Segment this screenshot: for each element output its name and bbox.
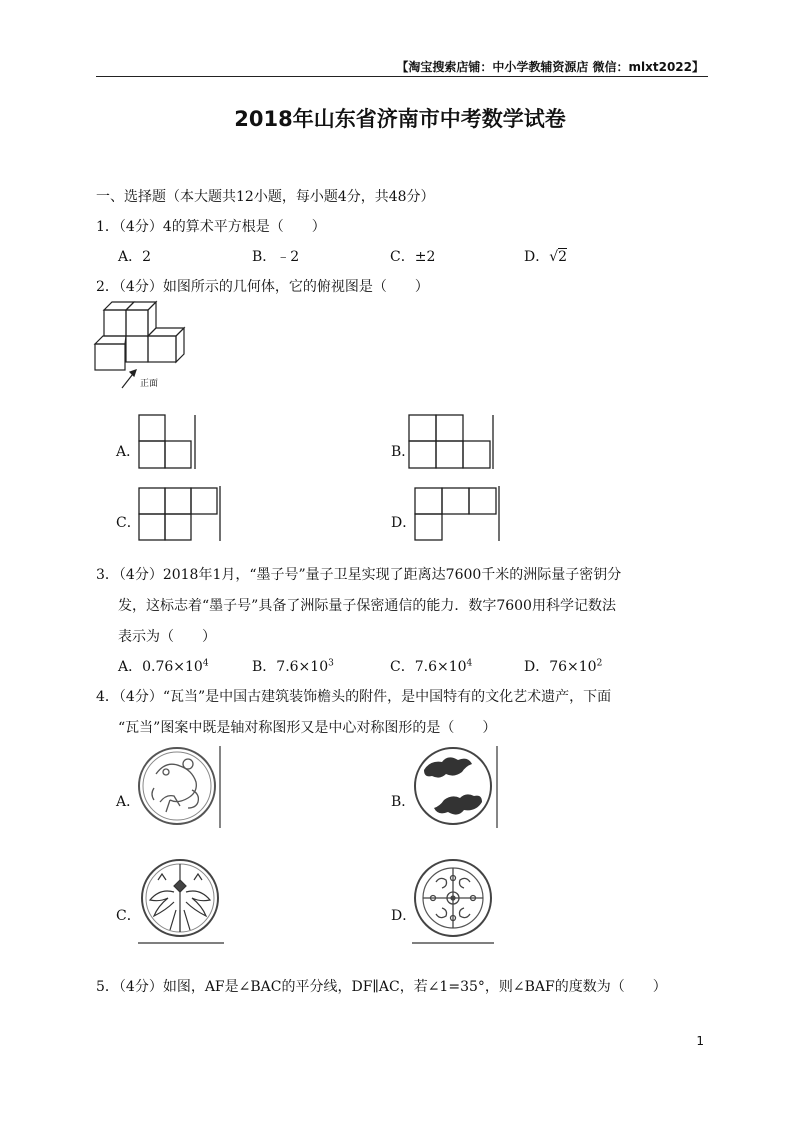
q3-option-d (524, 656, 602, 676)
page-number: 1 (696, 1034, 704, 1048)
q3-option-a-base: A．0.76×10 (118, 659, 203, 675)
q3-option-a-exp: 4 (202, 658, 209, 669)
q2-label-b: B． (391, 444, 416, 460)
q4-label-b: B． (391, 794, 416, 810)
q4-option-d-tile-image (410, 856, 498, 946)
q3-option-c (390, 656, 472, 676)
q2-option-b-figure (408, 414, 494, 470)
q4-label-c: C． (116, 908, 141, 924)
header-divider (96, 76, 708, 77)
q4-line1: 4．（4分）“瓦当”是中国古建筑装饰檐头的附件，是中国特有的文化艺术遗产，下面 (96, 689, 612, 705)
section-heading: 一、选择题（本大题共12小题，每小题4分，共48分） (96, 189, 435, 205)
q2-option-a-figure (138, 414, 198, 470)
q2-label-d: D． (391, 515, 417, 531)
q4-label-d: D． (391, 908, 417, 924)
q5-stem: 5．（4分）如图，AF是∠BAC的平分线，DF∥AC，若∠1=35°，则∠BAF的度数为（ ） (96, 979, 667, 995)
q4-line2: “瓦当”图案中既是轴对称图形又是中心对称图形的是（ ） (118, 720, 497, 736)
q3-option-b-exp: 3 (328, 658, 334, 669)
q2-option-c-figure (138, 486, 224, 542)
q3-option-a (118, 656, 209, 676)
sqrt-symbol: √ (549, 249, 559, 265)
q2-option-d-figure (414, 486, 500, 542)
q3-line2: 发，这标志着“墨子号”具备了洲际量子保密通信的能力．数字7600用科学记数法 (118, 598, 616, 614)
q2-stem: 2．（4分）如图所示的几何体，它的俯视图是（ ） (96, 279, 429, 295)
q1-option-a: A．2 (118, 249, 152, 265)
header-shop-info: 【淘宝搜索店铺：中小学教辅资源店 微信：mlxt2022】 (396, 60, 704, 74)
q1-stem: 1．（4分）4的算术平方根是（ ） (96, 219, 326, 235)
q4-label-a: A． (116, 794, 141, 810)
q1-option-c: C．±2 (390, 249, 436, 265)
q3-line1: 3．（4分）2018年1月，“墨子号”量子卫星实现了距离达7600千米的洲际量子密钥分 (96, 567, 622, 583)
q2-front-label: 正面 (140, 379, 159, 389)
q3-line3: 表示为（ ） (118, 629, 216, 645)
q3-option-b (252, 656, 334, 676)
q2-label-c: C． (116, 515, 141, 531)
q3-option-b-base: B．7.6×10 (252, 659, 329, 675)
q1-option-d-prefix: D． (524, 249, 550, 265)
q3-option-c-base: C．7.6×10 (390, 659, 467, 675)
q2-label-a: A． (116, 444, 141, 460)
q1-option-d (524, 246, 567, 266)
q4-option-a-tile-image (136, 744, 224, 830)
q1-option-d-radicand: 2 (558, 249, 568, 265)
q3-option-d-exp: 2 (596, 658, 603, 669)
q3-option-d-base: D．76×10 (524, 659, 597, 675)
q4-option-b-tile-image (410, 744, 500, 830)
page-title: 2018年山东省济南市中考数学试卷 (234, 107, 566, 131)
q1-option-b: B．﹣2 (252, 249, 300, 265)
q3-option-c-exp: 4 (466, 658, 473, 669)
q4-option-c-tile-image (136, 856, 228, 946)
